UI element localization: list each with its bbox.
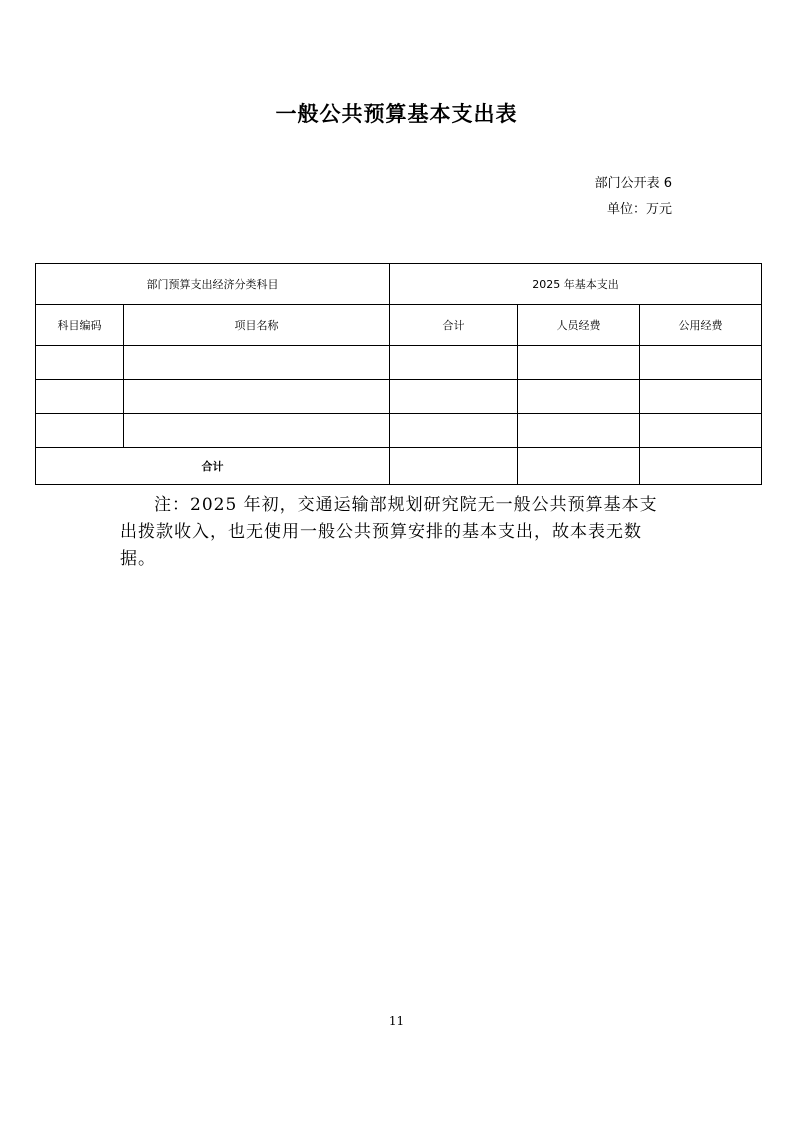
table-column-header-row	[36, 305, 762, 346]
table-code-label: 部门公开表 6	[594, 176, 672, 191]
unit-label: 单位：万元	[606, 202, 672, 217]
table-cell	[390, 414, 518, 448]
total-cell	[640, 448, 762, 485]
total-label: 合计	[36, 448, 390, 485]
column-header-public-cost: 公用经费	[640, 305, 762, 346]
page-number: 11	[388, 1014, 405, 1028]
table-cell	[124, 380, 390, 414]
table-cell	[640, 380, 762, 414]
table-row	[36, 380, 762, 414]
column-header-item-name: 项目名称	[124, 305, 390, 346]
table-cell	[518, 414, 640, 448]
total-cell	[390, 448, 518, 485]
page-title: 一般公共预算基本支出表	[275, 102, 518, 126]
table-cell	[36, 346, 124, 380]
table-row	[36, 414, 762, 448]
table-cell	[518, 380, 640, 414]
table-cell	[640, 414, 762, 448]
column-header-total: 合计	[390, 305, 518, 346]
column-header-personnel-cost: 人员经费	[518, 305, 640, 346]
table-row	[36, 346, 762, 380]
table-cell	[390, 346, 518, 380]
table-cell	[124, 346, 390, 380]
column-header-subject-code: 科目编码	[36, 305, 124, 346]
table-cell	[640, 346, 762, 380]
table-cell	[36, 380, 124, 414]
table-cell	[390, 380, 518, 414]
table-group-header-row	[36, 264, 762, 305]
table-note: 注：2025 年初，交通运输部规划研究院无一般公共预算基本支出拨款收入，也无使用一般公共预算安排的基本支出，故本表无数据。	[120, 495, 658, 569]
table-cell	[124, 414, 390, 448]
total-cell	[518, 448, 640, 485]
basic-expenditure-table	[35, 263, 762, 485]
table-cell	[518, 346, 640, 380]
economic-classification-header: 部门预算支出经济分类科目	[36, 264, 390, 305]
table-total-row	[36, 448, 762, 485]
basic-expenditure-year-header: 2025 年基本支出	[390, 264, 762, 305]
table-cell	[36, 414, 124, 448]
